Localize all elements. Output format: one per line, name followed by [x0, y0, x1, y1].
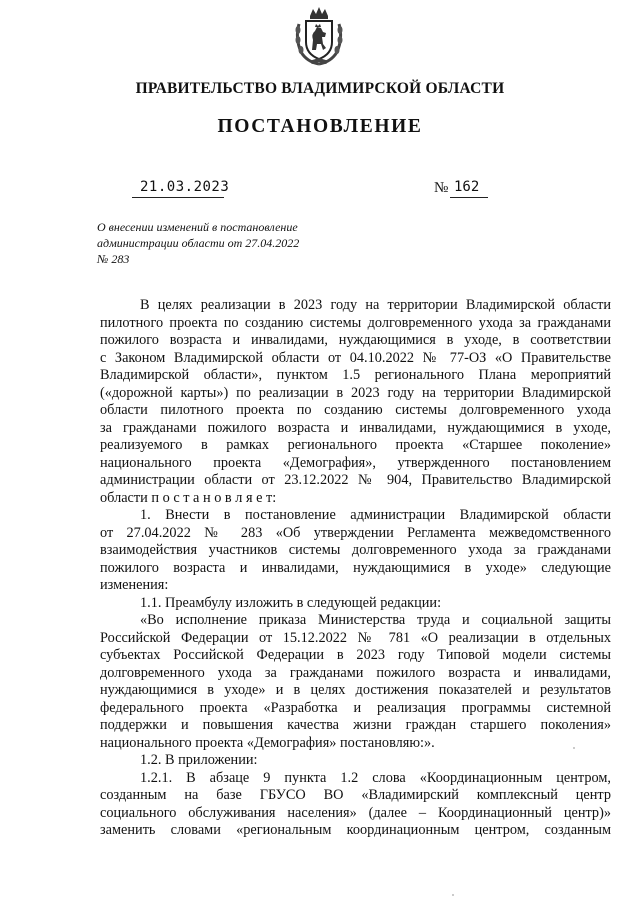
body-line: реализуемого в рамках регионального проекта «Старшее поколение» — [100, 437, 611, 453]
subject-line: администрации области от 27.04.2022 — [97, 236, 300, 250]
body-line: от 27.04.2022 № 283 «Об утверждении Регламента межведомственного — [100, 524, 611, 541]
body-line: изменения: — [100, 577, 169, 593]
body-line: В целях реализации в 2023 году на территории Владимирской области — [140, 297, 611, 313]
decree-number-label: № — [434, 180, 449, 196]
body-line: пилотного проекта по созданию системы долговременного ухода за гражданами — [100, 314, 611, 331]
body-line: социального обслуживания населения» (далее – Координационный центр)» — [100, 804, 611, 821]
body-line: заменить словами «региональным координационным центром, созданным — [100, 822, 611, 838]
body-line: национального проекта «Демография», утвержденного постановлением — [100, 454, 611, 471]
body-line: пожилого возраста и инвалидами, нуждающимися в уходе» следующие — [100, 559, 611, 576]
body-line: Владимирской области», пунктом 1.5 регионального Плана мероприятий — [100, 367, 611, 383]
body-line: («дорожной карты») по реализации в 2023 году на территории Владимирской — [100, 384, 611, 401]
number-underline — [450, 197, 488, 198]
body-line: национального проекта «Демография» постановляю:». — [100, 734, 435, 751]
body-line: субъектах Российской Федерации в 2023 году Типовой модели системы — [100, 647, 611, 663]
decree-subject — [97, 219, 299, 267]
body-line: 1.2.1. В абзаце 9 пункта 1.2 слова «Координационным центром, — [140, 769, 611, 786]
body-line: взаимодействия участников системы долговременного ухода за гражданами — [100, 542, 611, 558]
body-line: Российской Федерации от 15.12.2022 № 781 «О реализации в отдельных — [100, 629, 611, 646]
body-line: 1. Внести в постановление администрации Владимирской области — [140, 507, 611, 523]
coat-of-arms-emblem — [293, 6, 345, 66]
body-line: «Во исполнение приказа Министерства труда и социальной защиты — [140, 612, 611, 628]
government-title: ПРАВИТЕЛЬСТВО ВЛАДИМИРСКОЙ ОБЛАСТИ — [135, 80, 505, 97]
body-line: нуждающимися в уходе» и в целях достижения показателей и результатов — [100, 682, 611, 698]
body-line: за гражданами пожилого возраста и инвалидами, нуждающимися в уходе, — [100, 419, 611, 436]
document-type-title: ПОСТАНОВЛЕНИЕ — [217, 116, 423, 137]
scan-speck — [573, 747, 575, 749]
body-line: поддержки и повышения качества жизни граждан старшего поколения» — [100, 717, 611, 733]
body-line: области пилотного проекта по созданию системы долговременного ухода — [100, 402, 611, 418]
decree-number: 162 — [454, 179, 480, 195]
body-line: пожилого возраста и инвалидами, нуждающимися в уходе, в соответствии — [100, 332, 611, 348]
body-line: созданным на базе ГБУСО ВО «Владимирский комплексный центр — [100, 787, 611, 803]
body-line: области п о с т а н о в л я е т: — [100, 489, 277, 506]
decree-date: 21.03.2023 — [140, 179, 230, 195]
body-line: 1.2. В приложении: — [140, 752, 258, 768]
body-line: администрации области от 23.12.2022 № 904, Правительство Владимирской — [100, 472, 611, 488]
date-underline — [132, 197, 224, 198]
body-line: с Законом Владимирской области от 04.10.2022 № 77-ОЗ «О Правительстве — [100, 349, 611, 366]
subject-line: О внесении изменений в постановление — [97, 220, 298, 234]
subject-line: № 283 — [97, 252, 130, 266]
scan-speck — [452, 894, 454, 896]
decree-body — [100, 297, 611, 840]
body-line: долговременного ухода за гражданами пожилого возраста и инвалидами, — [100, 664, 611, 681]
body-line: 1.1. Преамбулу изложить в следующей редакции: — [140, 594, 442, 611]
body-line: федерального проекта «Разработка и реализация программы системной — [100, 699, 611, 716]
